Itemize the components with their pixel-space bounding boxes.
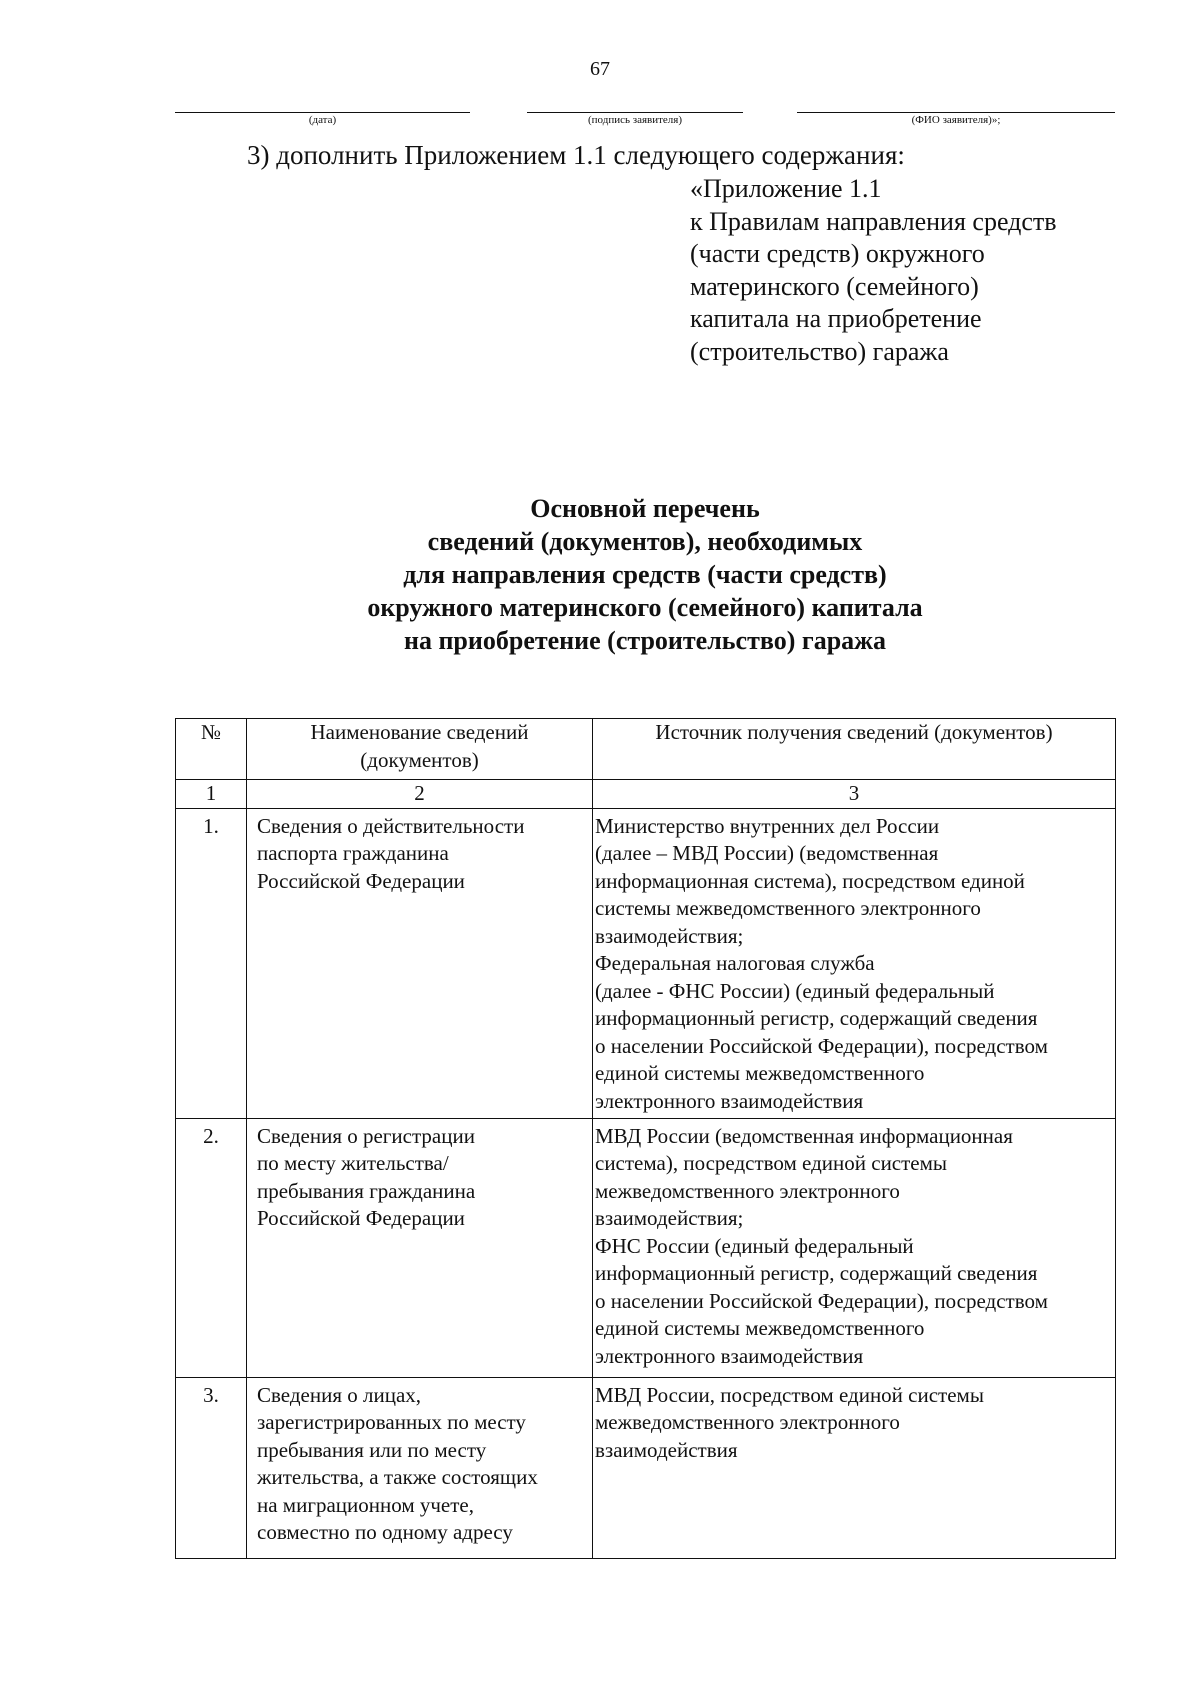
row-source-line: (далее – МВД России) (ведомственная xyxy=(595,841,939,865)
header-num: № xyxy=(176,719,247,780)
page-number: 67 xyxy=(590,58,610,80)
title-line: для направления средств (части средств) xyxy=(403,560,887,589)
header-name xyxy=(247,719,593,780)
table-row xyxy=(176,1377,1116,1558)
row-name-line: на миграционном учете, xyxy=(257,1492,474,1517)
row-source-line: системы межведомственного электронного xyxy=(595,896,981,920)
row-name xyxy=(247,808,593,1118)
row-source-line: информационный регистр, содержащий сведения xyxy=(595,1006,1038,1030)
row-source-line: взаимодействия xyxy=(595,1437,738,1462)
row-source-line: единой системы межведомственного xyxy=(595,1061,925,1085)
row-source-line: взаимодействия; xyxy=(595,1206,744,1230)
row-name-line: пребывания или по месту xyxy=(257,1437,487,1462)
documents-table xyxy=(175,718,1116,1559)
row-source-line: Министерство внутренних дел России xyxy=(595,813,940,838)
row-source-line: информационная система), посредством единой xyxy=(595,868,1025,893)
column-number: 2 xyxy=(247,780,593,809)
row-source-line: информационный регистр, содержащий сведения xyxy=(595,1261,1038,1285)
row-name xyxy=(247,1118,593,1377)
row-name-line: Российской Федерации xyxy=(257,1206,465,1230)
row-name-line: Сведения о регистрации xyxy=(257,1123,475,1148)
signature-field-caption: (подпись заявителя) xyxy=(527,112,743,126)
row-name-line: пребывания гражданина xyxy=(257,1178,476,1203)
table-row xyxy=(176,1118,1116,1377)
date-field-caption: (дата) xyxy=(175,112,470,126)
header-name-line: (документов) xyxy=(360,747,479,772)
row-source-line: межведомственного электронного xyxy=(595,1410,900,1434)
title-line: сведений (документов), необходимых xyxy=(427,527,863,556)
appendix-header xyxy=(690,173,1057,368)
row-source-line: электронного взаимодействия xyxy=(595,1343,864,1368)
appendix-header-line: (части средств) окружного xyxy=(690,239,985,268)
row-source-line: межведомственного электронного xyxy=(595,1178,900,1203)
row-source xyxy=(593,1118,1116,1377)
row-number: 1. xyxy=(176,808,247,1118)
applicant-name-field-caption: (ФИО заявителя)»; xyxy=(797,112,1115,126)
table-header-row xyxy=(176,719,1116,780)
row-source-line: о населении Российской Федерации), посредством xyxy=(595,1288,1048,1313)
row-source-line: МВД России, посредством единой системы xyxy=(595,1382,984,1407)
appendix-header-line: «Приложение 1.1 xyxy=(690,174,882,203)
row-source-line: ФНС России (единый федеральный xyxy=(595,1233,914,1258)
row-source-line: электронного взаимодействия xyxy=(595,1088,864,1113)
header-source: Источник получения сведений (документов) xyxy=(593,719,1116,780)
row-name-line: зарегистрированных по месту xyxy=(257,1410,526,1434)
header-name-line: Наименование сведений xyxy=(310,720,529,744)
row-source xyxy=(593,1377,1116,1558)
row-source-line: Федеральная налоговая служба xyxy=(595,951,875,975)
row-source-line: единой системы межведомственного xyxy=(595,1316,925,1340)
title-line: на приобретение (строительство) гаража xyxy=(403,626,887,655)
row-name-line: паспорта гражданина xyxy=(257,841,449,865)
document-title xyxy=(0,492,1200,657)
row-name-line: Российской Федерации xyxy=(257,868,465,893)
appendix-header-line: к Правилам направления средств xyxy=(690,206,1057,236)
title-line: Основной перечень xyxy=(530,494,760,523)
column-number: 1 xyxy=(176,780,247,809)
row-source xyxy=(593,808,1116,1118)
appendix-header-line: капитала на приобретение xyxy=(690,304,982,333)
row-name-line: Сведения о действительности xyxy=(257,813,525,838)
row-number: 2. xyxy=(176,1118,247,1377)
title-line: окружного материнского (семейного) капитала xyxy=(367,593,923,622)
row-name-line: по месту жительства/ xyxy=(257,1151,449,1175)
row-source-line: МВД России (ведомственная информационная xyxy=(595,1123,1013,1148)
row-source-line: система), посредством единой системы xyxy=(595,1151,948,1175)
row-source-line: взаимодействия; xyxy=(595,923,744,948)
column-number-row xyxy=(176,780,1116,809)
row-source-line: о населении Российской Федерации), посредством xyxy=(595,1033,1048,1058)
row-name xyxy=(247,1377,593,1558)
row-number: 3. xyxy=(176,1377,247,1558)
row-name-line: жительства, а также состоящих xyxy=(257,1465,538,1489)
row-name-line: совместно по одному адресу xyxy=(257,1520,513,1544)
table-row xyxy=(176,808,1116,1118)
appendix-header-line: (строительство) гаража xyxy=(690,336,949,366)
column-number: 3 xyxy=(593,780,1116,809)
amendment-line: 3) дополнить Приложением 1.1 следующего содержания: xyxy=(247,140,905,170)
signature-fields xyxy=(175,112,1115,132)
appendix-header-line: материнского (семейного) xyxy=(690,271,979,301)
row-name-line: Сведения о лицах, xyxy=(257,1382,422,1407)
row-source-line: (далее - ФНС России) (единый федеральный xyxy=(595,978,995,1003)
